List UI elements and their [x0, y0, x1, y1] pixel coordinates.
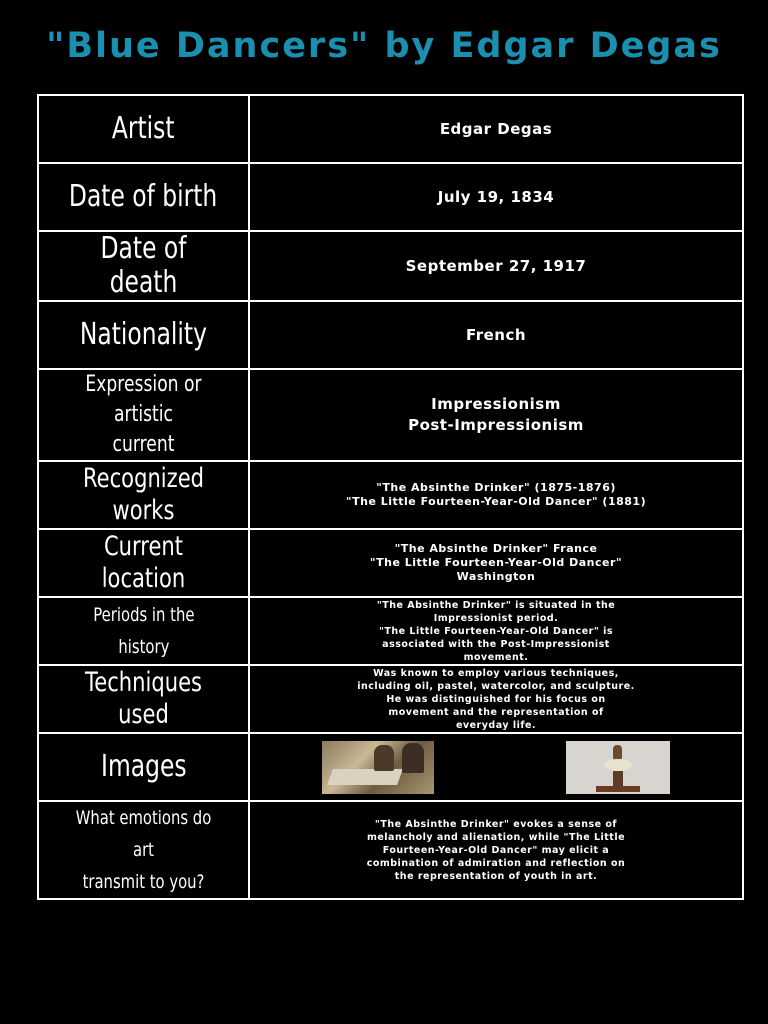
row-value: "The Absinthe Drinker" France "The Little Fourteen-Year-Old Dancer" Washington — [249, 529, 743, 597]
page-title: "Blue Dancers" by Edgar Degas — [46, 26, 722, 66]
row-label: Recognized works — [38, 461, 249, 529]
row-label: Periods in the history — [38, 597, 249, 665]
table-row — [38, 231, 743, 301]
row-value: French — [249, 301, 743, 369]
little-dancer-sculpture-icon — [566, 741, 670, 794]
row-label: Artist — [38, 95, 249, 163]
absinthe-drinker-painting-icon — [322, 741, 434, 794]
row-label: What emotions do art transmit to you? — [38, 801, 249, 899]
row-label: Date of death — [38, 231, 249, 301]
row-value: Edgar Degas — [249, 95, 743, 163]
row-label: Expression or artistic current — [38, 369, 249, 461]
table-row — [38, 733, 743, 801]
row-value: Impressionism Post-Impressionism — [249, 369, 743, 461]
artist-info-table — [37, 94, 744, 900]
row-label: Current location — [38, 529, 249, 597]
row-label: Images — [38, 733, 249, 801]
row-value: September 27, 1917 — [249, 231, 743, 301]
row-value: July 19, 1834 — [249, 163, 743, 231]
row-label: Nationality — [38, 301, 249, 369]
table-row — [38, 597, 743, 665]
table-row — [38, 301, 743, 369]
row-label: Date of birth — [38, 163, 249, 231]
table-row — [38, 95, 743, 163]
row-value: "The Absinthe Drinker" (1875-1876) "The Little Fourteen-Year-Old Dancer" (1881) — [249, 461, 743, 529]
row-value: "The Absinthe Drinker" is situated in the Impressionist period. "The Little Fourteen-Year-Old Dancer" is associated with the Post-Impressionist movement. — [249, 597, 743, 665]
table-row — [38, 665, 743, 733]
images-cell — [249, 733, 743, 801]
row-value: "The Absinthe Drinker" evokes a sense of melancholy and alienation, while "The Little Fourteen-Year-Old Dancer" may elicit a combination of admiration and reflection on the representation of youth in art. — [249, 801, 743, 899]
table-row — [38, 163, 743, 231]
table-row — [38, 369, 743, 461]
table-row — [38, 801, 743, 899]
table-row — [38, 529, 743, 597]
row-label: Techniques used — [38, 665, 249, 733]
table-row — [38, 461, 743, 529]
row-value: Was known to employ various techniques, including oil, pastel, watercolor, and sculpture. He was distinguished for his focus on movement and the representation of everyday life. — [249, 665, 743, 733]
